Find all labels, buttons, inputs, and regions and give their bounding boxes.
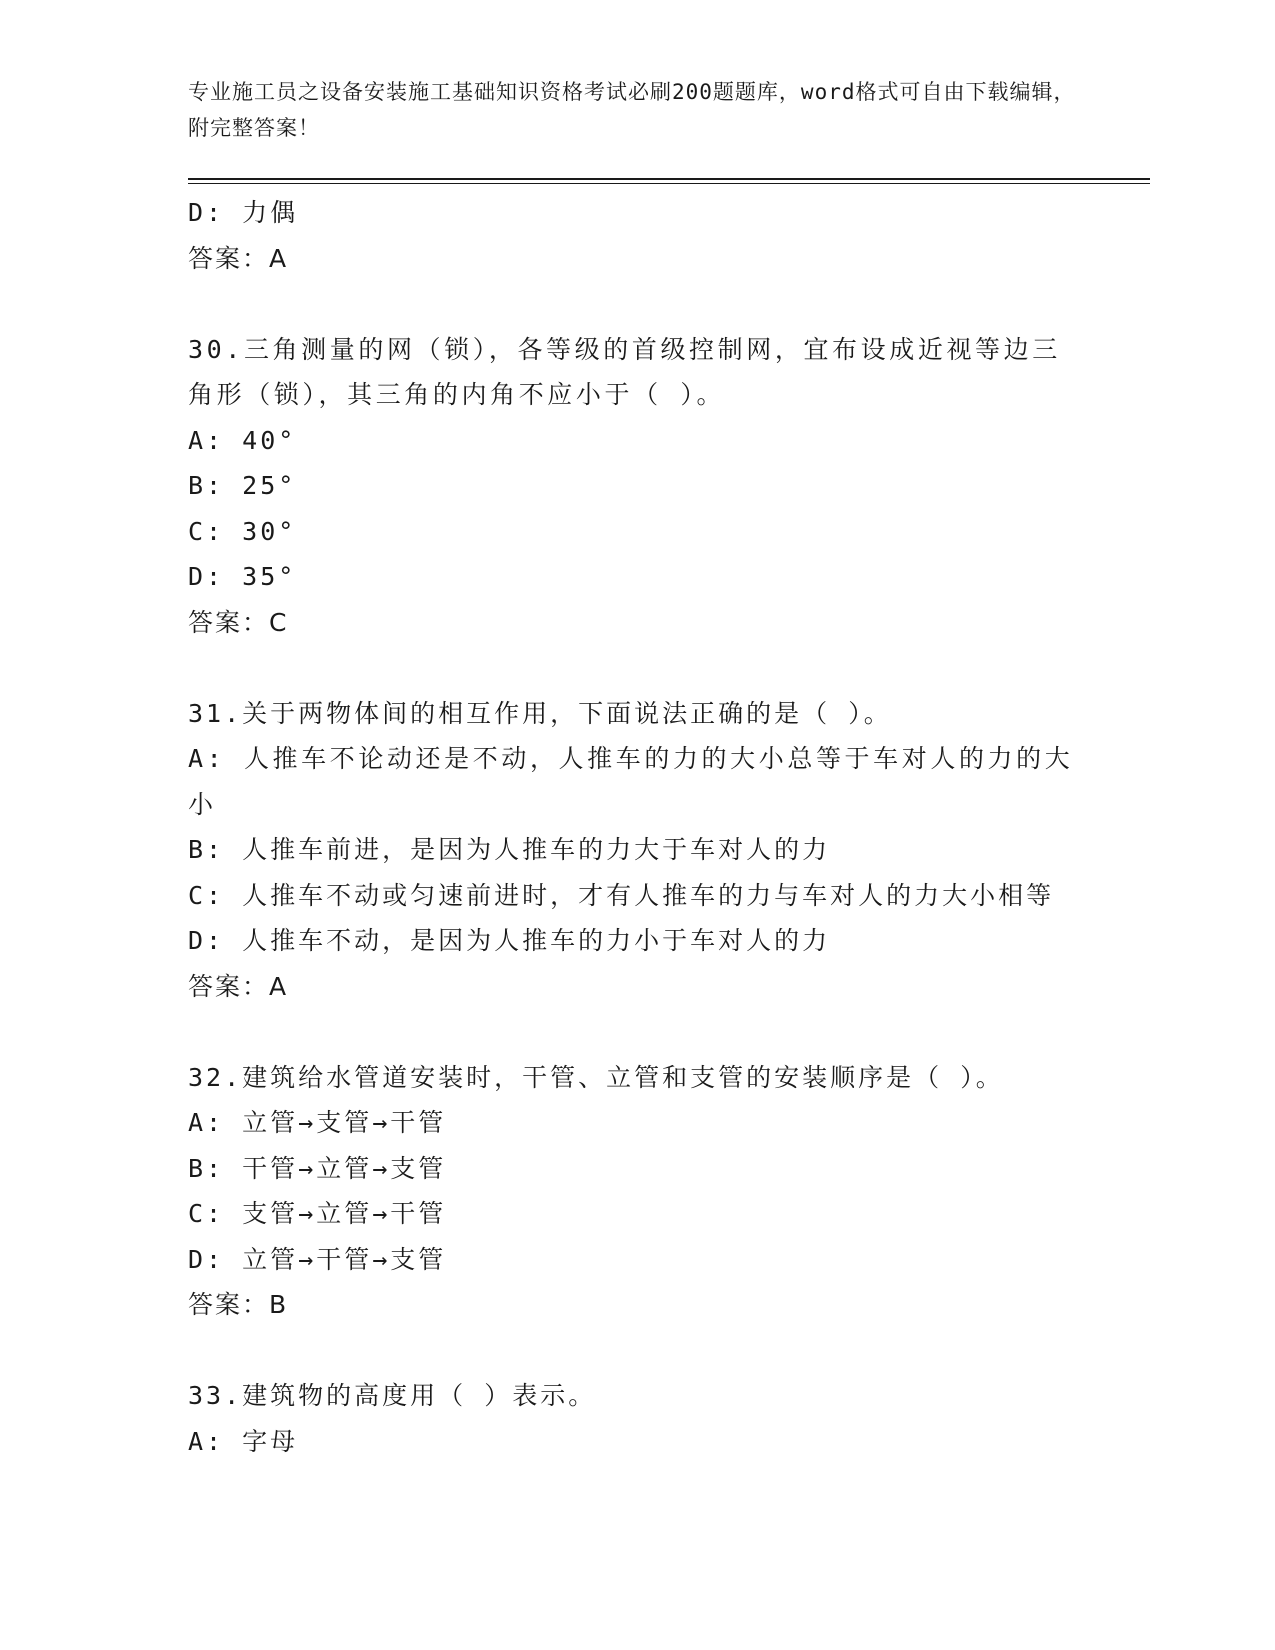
option-d: D: 人推车不动，是因为人推车的力小于车对人的力 bbox=[188, 926, 831, 955]
option-c: C: 30° bbox=[188, 516, 297, 546]
answer-label: 答案：A bbox=[188, 971, 289, 1001]
option-a: A: 字母 bbox=[188, 1426, 299, 1456]
question-stem: 33.建筑物的高度用（ ）表示。 bbox=[188, 1381, 597, 1410]
spacer bbox=[188, 281, 1088, 327]
spacer bbox=[188, 645, 1088, 691]
header-divider-thin bbox=[188, 183, 1150, 184]
question-block-30 bbox=[188, 327, 1088, 646]
option-c: C: 人推车不动或匀速前进时，才有人推车的力与车对人的力大小相等 bbox=[188, 880, 1055, 910]
question-block-33 bbox=[188, 1373, 1088, 1464]
question-stem: 30.三角测量的网（锁），各等级的首级控制网，宜布设成近视等边三角形（锁），其三角的内角不应小于（ ）。 bbox=[188, 334, 1061, 409]
spacer bbox=[188, 1009, 1088, 1055]
answer-label: 答案：C bbox=[188, 607, 289, 637]
spacer bbox=[188, 1328, 1088, 1374]
answer-label: 答案：B bbox=[188, 1290, 289, 1319]
question-list bbox=[188, 190, 1088, 1464]
option-a: A: 人推车不论动还是不动，人推车的力的大小总等于车对人的力的大小 bbox=[188, 744, 1074, 819]
question-block-31 bbox=[188, 691, 1088, 1010]
question-block-29 bbox=[188, 190, 1088, 281]
question-stem: 31.关于两物体间的相互作用，下面说法正确的是（ ）。 bbox=[188, 698, 892, 728]
answer-label: 答案：A bbox=[188, 243, 289, 273]
option-d: D: 力偶 bbox=[188, 198, 299, 227]
option-b: B: 人推车前进，是因为人推车的力大于车对人的力 bbox=[188, 835, 831, 864]
option-a: A: 40° bbox=[188, 425, 297, 455]
option-d: D: 立管→干管→支管 bbox=[188, 1244, 447, 1274]
header-divider-thick bbox=[188, 178, 1150, 180]
option-d: D: 35° bbox=[188, 562, 297, 591]
option-b: B: 25° bbox=[188, 471, 297, 500]
question-stem: 32.建筑给水管道安装时，干管、立管和支管的安装顺序是（ ）。 bbox=[188, 1062, 1004, 1092]
option-a: A: 立管→支管→干管 bbox=[188, 1108, 447, 1137]
option-b: B: 干管→立管→支管 bbox=[188, 1153, 447, 1183]
document-header: 专业施工员之设备安装施工基础知识资格考试必刷200题题库，word格式可自由下载编辑，附完整答案！ bbox=[188, 80, 1076, 140]
option-c: C: 支管→立管→干管 bbox=[188, 1199, 447, 1228]
question-block-32 bbox=[188, 1055, 1088, 1328]
